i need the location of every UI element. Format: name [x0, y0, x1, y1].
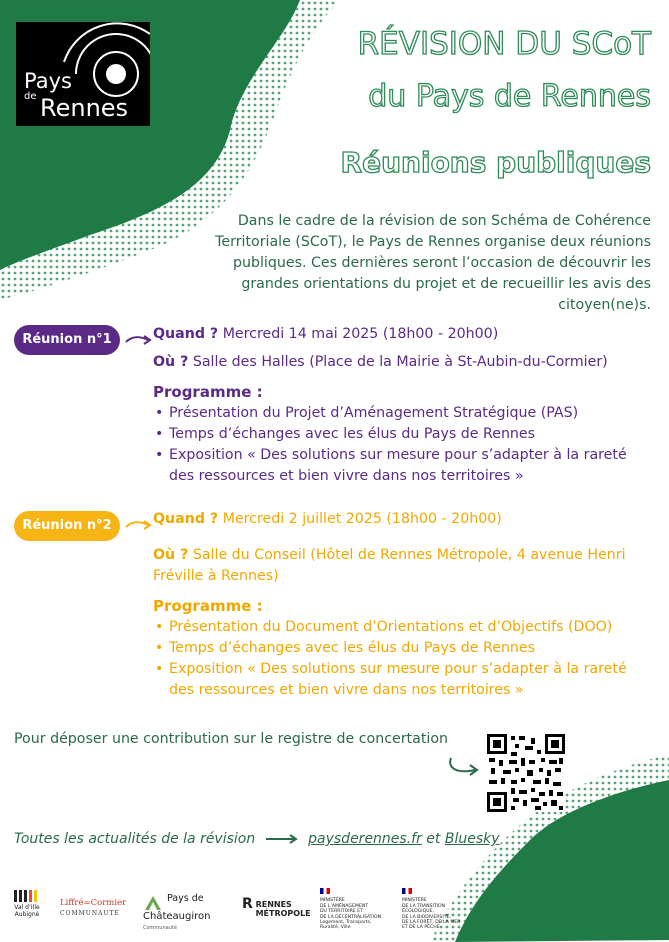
- when-value: Mercredi 2 juillet 2025 (18h00 - 20h00): [222, 511, 502, 527]
- logo-text-rennes: Rennes: [40, 94, 129, 122]
- where-value: Salle du Conseil (Hôtel de Rennes Métropole, 4 avenue Henri Fréville à Rennes): [153, 547, 626, 584]
- when-label: Quand ?: [153, 511, 219, 527]
- arrow-right-icon: [264, 833, 300, 845]
- partner-pays-de-chateaugiron: Pays de Châteaugiron Communauté: [143, 893, 211, 931]
- arrow-right-icon: [124, 518, 152, 532]
- arrow-right-icon: [124, 333, 152, 347]
- meeting-2-where: [153, 545, 653, 587]
- qr-code[interactable]: [487, 734, 565, 812]
- meeting-2-programme: [153, 596, 653, 701]
- link-paysderennes[interactable]: paysderennes.fr: [308, 831, 422, 847]
- partner-ministere-transition-ecologique: MINISTÈRE DE LA TRANSITION ÉCOLOGIQUE, DE LA BIODIVERSITÉ, DE LA FORÊT, DE LA MER ET DE LA PÊCHE: [402, 888, 462, 931]
- logo-text-de: de: [24, 91, 37, 102]
- footer-text: Toutes les actualités de la révision: [14, 831, 256, 847]
- list-item: • Exposition « Des solutions sur mesure pour s’adapter à la rareté des ressources et bien vivre dans nos territoires »: [153, 445, 633, 487]
- meeting-1-where: [153, 354, 608, 370]
- list-item: • Temps d’échanges avec les élus du Pays de Rennes: [153, 424, 633, 445]
- pays-de-rennes-logo: [16, 22, 150, 126]
- meeting-1-badge: Réunion n°1: [14, 325, 120, 355]
- when-label: Quand ?: [153, 326, 219, 342]
- partner-ministere-amenagement: MINISTÈRE DE L’AMÉNAGEMENT DU TERRITOIRE ET DE LA DÉCENTRALISATION Logement, Transports, Ruralité, Ville: [320, 888, 395, 931]
- link-bluesky[interactable]: Bluesky: [444, 831, 500, 847]
- french-flag-icon: [320, 888, 330, 894]
- programme-label: Programme :: [153, 597, 263, 615]
- contribution-text: Pour déposer une contribution sur le registre de concertation: [14, 731, 448, 747]
- meeting-1-programme: [153, 382, 633, 487]
- title-pays: du Pays de Rennes: [368, 79, 651, 114]
- partner-liffre-cormier: Liffré=Cormier COMMUNAUTÉ: [60, 898, 127, 917]
- intro-paragraph: Dans le cadre de la révision de son Schéma de Cohérence Territoriale (SCoT), le Pays de Rennes organise deux réunions publiques. Ces dernières seront l’occasion de découvrir les grandes orientations du projet et de recueillir les avis des citoyen(ne)s.: [215, 213, 651, 313]
- footer-news: [14, 831, 500, 847]
- vda-logo-icon: [14, 888, 40, 902]
- curved-arrow-icon: [445, 752, 483, 778]
- title-revision: RÉVISION DU SCoT: [357, 26, 651, 62]
- list-item: • Présentation du Document d’Orientations et d’Objectifs (DOO): [153, 617, 653, 638]
- programme-label: Programme :: [153, 383, 263, 401]
- title-reunions: Réunions publiques: [340, 146, 651, 179]
- meeting-2-when: [153, 511, 502, 527]
- meeting-2-badge: Réunion n°2: [14, 511, 120, 541]
- rm-logo-icon: R: [242, 896, 253, 912]
- partner-rennes-metropole: R RENNES MÉTROPOLE: [242, 896, 311, 918]
- footer-and: et: [426, 831, 441, 847]
- french-flag-icon: [402, 888, 412, 894]
- logo-text-pays: Pays: [24, 69, 72, 93]
- when-value: Mercredi 14 mai 2025 (18h00 - 20h00): [222, 326, 499, 342]
- meeting-1-when: [153, 326, 498, 342]
- chateaugiron-logo-icon: [143, 894, 163, 912]
- partner-val-dille-aubigne: Val d’Ille Aubigné: [12, 888, 42, 928]
- where-value: Salle des Halles (Place de la Mairie à St-Aubin-du-Cormier): [192, 354, 608, 370]
- list-item: • Exposition « Des solutions sur mesure pour s’adapter à la rareté des ressources et bien vivre dans nos territoires »: [153, 659, 653, 701]
- list-item: • Temps d’échanges avec les élus du Pays de Rennes: [153, 638, 653, 659]
- list-item: • Présentation du Projet d’Aménagement Stratégique (PAS): [153, 403, 633, 424]
- where-label: Où ?: [153, 354, 189, 370]
- where-label: Où ?: [153, 547, 189, 563]
